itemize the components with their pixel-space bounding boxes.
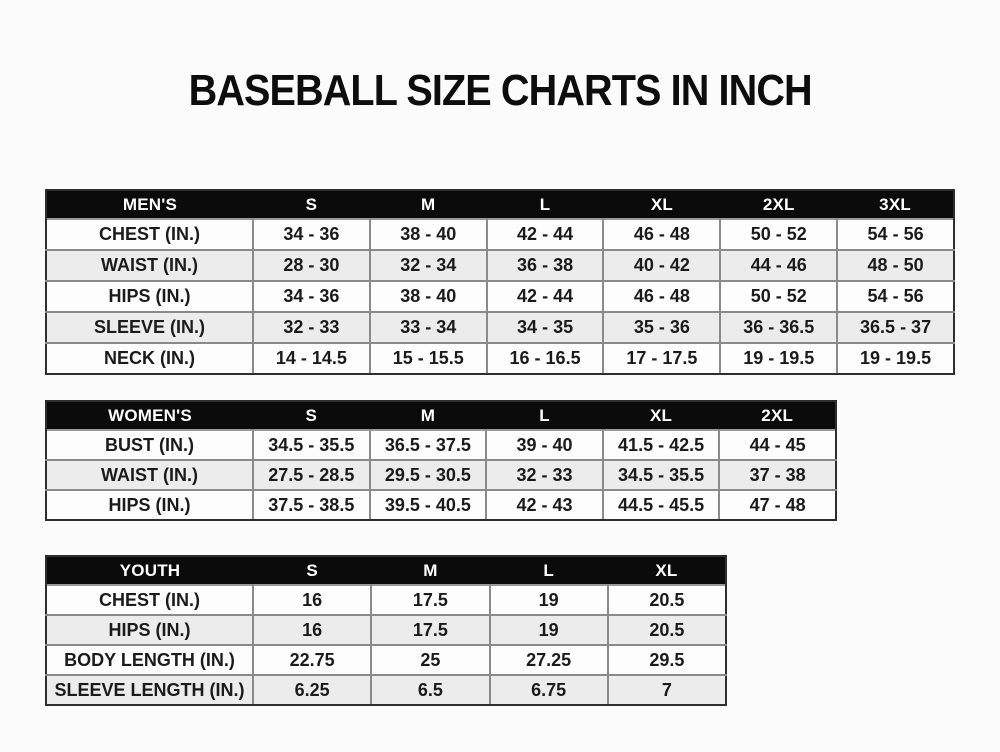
table-row (46, 343, 954, 374)
size-value-cell: 17 - 17.5 (603, 343, 720, 374)
size-value-cell: 19 - 19.5 (720, 343, 837, 374)
size-value-cell: 19 (490, 615, 608, 645)
row-label: SLEEVE (IN.) (46, 312, 253, 343)
size-value-cell: 35 - 36 (603, 312, 720, 343)
column-header-l: L (490, 556, 608, 585)
size-value-cell: 17.5 (371, 585, 489, 615)
mens-size-table (45, 189, 955, 375)
table-row (46, 585, 726, 615)
size-value-cell: 47 - 48 (719, 490, 836, 520)
row-label: WAIST (IN.) (46, 250, 253, 281)
youth-group-header: YOUTH (46, 556, 253, 585)
size-value-cell: 37 - 38 (719, 460, 836, 490)
size-value-cell: 14 - 14.5 (253, 343, 370, 374)
column-header-3xl: 3XL (837, 190, 954, 219)
table-row (46, 615, 726, 645)
size-value-cell: 54 - 56 (837, 281, 954, 312)
size-value-cell: 38 - 40 (370, 219, 487, 250)
size-value-cell: 32 - 33 (253, 312, 370, 343)
size-value-cell: 22.75 (253, 645, 371, 675)
column-header-2xl: 2XL (720, 190, 837, 219)
page-title (0, 66, 1000, 116)
size-value-cell: 34.5 - 35.5 (253, 430, 370, 460)
size-value-cell: 42 - 44 (487, 219, 604, 250)
table-row (46, 490, 836, 520)
column-header-xl: XL (603, 190, 720, 219)
size-value-cell: 19 - 19.5 (837, 343, 954, 374)
size-value-cell: 7 (608, 675, 726, 705)
row-label: WAIST (IN.) (46, 460, 253, 490)
column-header-2xl: 2XL (719, 401, 836, 430)
table-row (46, 312, 954, 343)
size-value-cell: 46 - 48 (603, 219, 720, 250)
column-header-m: M (370, 401, 487, 430)
table-row (46, 430, 836, 460)
row-label: CHEST (IN.) (46, 585, 253, 615)
size-value-cell: 42 - 43 (486, 490, 603, 520)
row-label: HIPS (IN.) (46, 490, 253, 520)
row-label: CHEST (IN.) (46, 219, 253, 250)
size-value-cell: 16 - 16.5 (487, 343, 604, 374)
womens-header-row (46, 401, 836, 430)
size-value-cell: 32 - 34 (370, 250, 487, 281)
size-value-cell: 48 - 50 (837, 250, 954, 281)
womens-table (45, 400, 837, 521)
size-value-cell: 27.5 - 28.5 (253, 460, 370, 490)
size-value-cell: 15 - 15.5 (370, 343, 487, 374)
size-value-cell: 20.5 (608, 585, 726, 615)
size-value-cell: 32 - 33 (486, 460, 603, 490)
size-value-cell: 39.5 - 40.5 (370, 490, 487, 520)
size-value-cell: 50 - 52 (720, 219, 837, 250)
column-header-s: S (253, 556, 371, 585)
size-value-cell: 36.5 - 37.5 (370, 430, 487, 460)
column-header-xl: XL (608, 556, 726, 585)
page-title-text: BASEBALL SIZE CHARTS IN INCH (188, 66, 812, 115)
mens-group-header: MEN'S (46, 190, 253, 219)
size-value-cell: 20.5 (608, 615, 726, 645)
size-value-cell: 27.25 (490, 645, 608, 675)
table-row (46, 219, 954, 250)
size-value-cell: 34.5 - 35.5 (603, 460, 720, 490)
mens-table (45, 189, 955, 375)
size-value-cell: 36.5 - 37 (837, 312, 954, 343)
column-header-m: M (370, 190, 487, 219)
size-value-cell: 41.5 - 42.5 (603, 430, 720, 460)
row-label: BUST (IN.) (46, 430, 253, 460)
size-value-cell: 39 - 40 (486, 430, 603, 460)
size-value-cell: 34 - 35 (487, 312, 604, 343)
size-value-cell: 54 - 56 (837, 219, 954, 250)
size-value-cell: 38 - 40 (370, 281, 487, 312)
size-value-cell: 6.5 (371, 675, 489, 705)
size-value-cell: 36 - 38 (487, 250, 604, 281)
column-header-l: L (486, 401, 603, 430)
column-header-xl: XL (603, 401, 720, 430)
size-value-cell: 50 - 52 (720, 281, 837, 312)
column-header-m: M (371, 556, 489, 585)
size-value-cell: 46 - 48 (603, 281, 720, 312)
size-value-cell: 44 - 45 (719, 430, 836, 460)
youth-header-row (46, 556, 726, 585)
size-value-cell: 44.5 - 45.5 (603, 490, 720, 520)
table-row (46, 250, 954, 281)
size-value-cell: 6.75 (490, 675, 608, 705)
size-value-cell: 40 - 42 (603, 250, 720, 281)
youth-size-table (45, 555, 727, 706)
size-value-cell: 17.5 (371, 615, 489, 645)
row-label: NECK (IN.) (46, 343, 253, 374)
size-value-cell: 28 - 30 (253, 250, 370, 281)
column-header-s: S (253, 190, 370, 219)
youth-table (45, 555, 727, 706)
size-value-cell: 36 - 36.5 (720, 312, 837, 343)
column-header-l: L (487, 190, 604, 219)
row-label: HIPS (IN.) (46, 281, 253, 312)
mens-header-row (46, 190, 954, 219)
size-value-cell: 16 (253, 615, 371, 645)
column-header-s: S (253, 401, 370, 430)
size-value-cell: 37.5 - 38.5 (253, 490, 370, 520)
row-label: HIPS (IN.) (46, 615, 253, 645)
size-value-cell: 42 - 44 (487, 281, 604, 312)
row-label: SLEEVE LENGTH (IN.) (46, 675, 253, 705)
size-value-cell: 19 (490, 585, 608, 615)
table-row (46, 281, 954, 312)
table-row (46, 645, 726, 675)
size-value-cell: 6.25 (253, 675, 371, 705)
table-row (46, 460, 836, 490)
size-value-cell: 34 - 36 (253, 281, 370, 312)
size-value-cell: 44 - 46 (720, 250, 837, 281)
size-value-cell: 34 - 36 (253, 219, 370, 250)
size-value-cell: 29.5 - 30.5 (370, 460, 487, 490)
table-row (46, 675, 726, 705)
row-label: BODY LENGTH (IN.) (46, 645, 253, 675)
size-value-cell: 29.5 (608, 645, 726, 675)
size-value-cell: 16 (253, 585, 371, 615)
womens-group-header: WOMEN'S (46, 401, 253, 430)
womens-size-table (45, 400, 837, 521)
size-value-cell: 33 - 34 (370, 312, 487, 343)
size-value-cell: 25 (371, 645, 489, 675)
